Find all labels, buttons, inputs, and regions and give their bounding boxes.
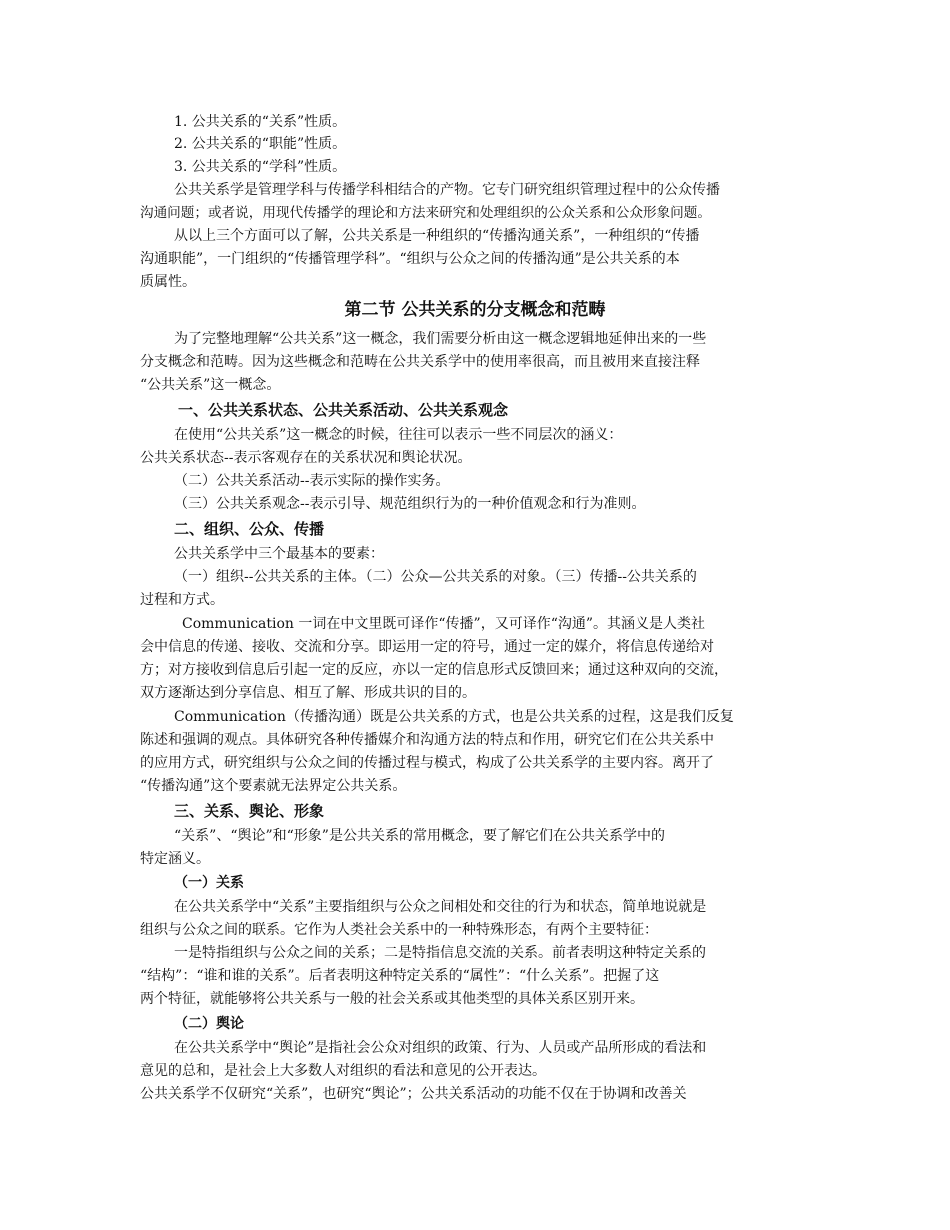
paragraph-line: 公共关系状态--表示客观存在的关系状况和舆论状况。 xyxy=(140,450,472,466)
paragraph-line: 公共关系学不仅研究“关系”，也研究“舆论”；公共关系活动的功能不仅在于协调和改善关 xyxy=(140,1086,687,1102)
list-item-2: 2. 公共关系的“职能”性质。 xyxy=(174,136,347,152)
paragraph-line: 公共关系学是管理学科与传播学科相结合的产物。它专门研究组织管理过程中的公众传播 xyxy=(174,182,720,198)
paragraph-line: 沟通问题；或者说，用现代传播学的理论和方法来研究和处理组织的公众关系和公众形象问题。 xyxy=(140,205,711,221)
paragraph-line: Communication（传播沟通）既是公共关系的方式，也是公共关系的过程，这是我们反复 xyxy=(174,709,734,725)
paragraph-line: “公共关系”这一概念。 xyxy=(140,377,281,393)
paragraph-line: 一是特指组织与公众之间的关系；二是特指信息交流的关系。前者表明这种特定关系的 xyxy=(174,945,706,961)
sub-subsection-heading: （二）舆论 xyxy=(174,1016,244,1032)
paragraph-line: 过程和方式。 xyxy=(140,592,224,608)
paragraph-line: 分支概念和范畴。因为这些概念和范畴在公共关系学中的使用率很高，而且被用来直接注释 xyxy=(140,354,700,370)
paragraph-line: 在公共关系学中“舆论”是指社会公众对组织的政策、行为、人员或产品所形成的看法和 xyxy=(174,1040,707,1056)
paragraph-line: “关系”、“舆论”和“形象”是公共关系的常用概念，要了解它们在公共关系学中的 xyxy=(174,828,665,844)
subsection-heading: 一、公共关系状态、公共关系活动、公共关系观念 xyxy=(178,401,509,419)
section-heading: 第二节 公共关系的分支概念和范畴 xyxy=(344,300,606,320)
paragraph-line: 公共关系学中三个最基本的要素： xyxy=(174,546,384,562)
paragraph-line: 组织与公众之间的联系。它作为人类社会关系中的一种特殊形态，有两个主要特征： xyxy=(140,922,658,938)
paragraph-line: （一）组织--公共关系的主体。（二）公众—公共关系的对象。（三）传播--公共关系的 xyxy=(174,569,697,585)
paragraph-line: 沟通职能”，一门组织的“传播管理学科”。“组织与公众之间的传播沟通”是公共关系的本 xyxy=(140,251,680,267)
paragraph-line: 从以上三个方面可以了解，公共关系是一种组织的“传播沟通关系”，一种组织的“传播 xyxy=(174,228,700,244)
paragraph-line: 质属性。 xyxy=(140,274,196,290)
paragraph-line: 意见的总和，是社会上大多数人对组织的看法和意见的公开表达。 xyxy=(140,1063,546,1079)
paragraph-line: （二）公共关系活动--表示实际的操作实务。 xyxy=(174,473,450,489)
paragraph-line: “传播沟通”这个要素就无法界定公共关系。 xyxy=(140,778,407,794)
paragraph-line: 的应用方式，研究组织与公众之间的传播过程与模式，构成了公共关系学的主要内容。离开了 xyxy=(140,755,714,771)
paragraph-line: 陈述和强调的观点。具体研究各种传播媒介和沟通方法的特点和作用，研究它们在公共关系中 xyxy=(140,732,714,748)
paragraph-line: 会中信息的传递、接收、交流和分享。即运用一定的符号，通过一定的媒介，将信息传递给对 xyxy=(140,639,714,655)
paragraph-line: 在公共关系学中“关系”主要指组织与公众之间相处和交往的行为和状态，简单地说就是 xyxy=(174,899,707,915)
paragraph-line: 两个特征，就能够将公共关系与一般的社会关系或其他类型的具体关系区别开来。 xyxy=(140,991,644,1007)
subsection-heading: 二、组织、公众、传播 xyxy=(174,520,325,538)
paragraph-line: 为了完整地理解“公共关系”这一概念，我们需要分析由这一概念逻辑地延伸出来的一些 xyxy=(174,331,707,347)
paragraph-line: 特定涵义。 xyxy=(140,851,210,867)
paragraph-line: “结构”：“谁和谁的关系”。后者表明这种特定关系的“属性”：“什么关系”。把握了这 xyxy=(140,968,660,984)
sub-subsection-heading: （一）关系 xyxy=(174,875,244,891)
paragraph-line: （三）公共关系观念--表示引导、规范组织行为的一种价值观念和行为准则。 xyxy=(174,496,646,512)
paragraph-line: 方；对方接收到信息后引起一定的反应，亦以一定的信息形式反馈回来；通过这种双向的交流， xyxy=(140,662,728,678)
list-item-3: 3. 公共关系的“学科”性质。 xyxy=(174,159,347,175)
paragraph-line: 在使用“公共关系”这一概念的时候，往往可以表示一些不同层次的涵义： xyxy=(174,427,623,443)
list-item-1: 1. 公共关系的“关系”性质。 xyxy=(174,114,347,130)
subsection-heading: 三、关系、舆论、形象 xyxy=(174,802,325,820)
paragraph-line: Communication 一词在中文里既可译作“传播”，又可译作“沟通”。其涵义是人类社 xyxy=(182,616,706,632)
paragraph-line: 双方逐渐达到分享信息、相互了解、形成共识的目的。 xyxy=(140,685,476,701)
